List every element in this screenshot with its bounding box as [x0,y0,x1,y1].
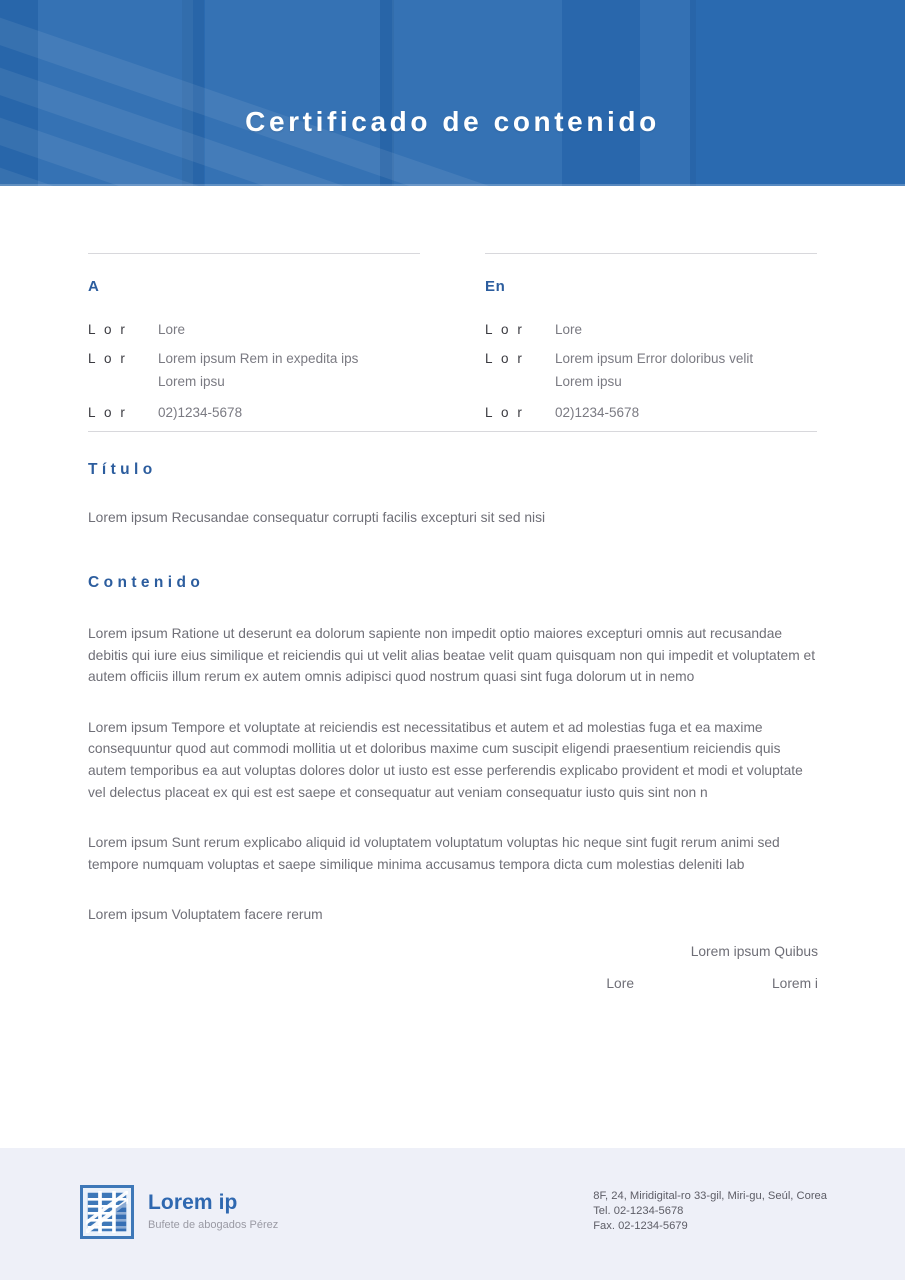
party-row-value [158,401,242,424]
party-block-recipient [88,253,420,424]
party-row-value [555,401,639,424]
party-value-line: 02)1234-5678 [158,405,243,420]
building-blinds-icon [80,1185,134,1239]
titulo-section [88,460,817,529]
signature-date: Lorem ipsum Quibus [690,944,818,959]
party-row [88,401,420,424]
party-row-value [158,347,358,393]
party-rows [88,318,420,424]
footer-brand-subtitle: Bufete de abogados Pérez [148,1218,279,1231]
party-row [485,318,817,341]
party-row-label: L o r [485,405,525,420]
footer-fax: Fax. 02-1234-5679 [593,1219,688,1232]
footer-inner [80,1185,827,1239]
party-row-label: L o r [88,322,128,337]
contenido-heading: Contenido [88,574,205,591]
party-value-line: Lorem ipsu [158,374,225,389]
document-footer [0,1148,905,1280]
party-row-label: L o r [88,405,128,420]
contenido-paragraph: Lorem ipsum Sunt rerum explicabo aliquid id voluptatem voluptatum voluptas hic neque sint fugit rerum animi sed tempore numquam voluptas et saepe similique minima accusamus tempora dicta cum molestias deleniti lab [88,835,780,872]
signature-names-row [88,973,819,995]
party-row-value [555,318,582,341]
titulo-text: Lorem ipsum Recusandae consequatur corrupti facilis excepturi sit sed nisi [88,510,546,525]
party-top-rule [485,253,817,254]
party-row-label: L o r [485,351,525,366]
contenido-body [88,623,819,926]
party-block-sender [485,253,817,424]
party-row [485,347,817,393]
party-row [88,347,420,393]
party-heading: A [88,278,100,295]
party-value-line: Lore [158,322,186,337]
party-value-line: Lore [555,322,583,337]
party-row-value [555,347,753,393]
party-value-line: Lorem ipsum Error doloribus velit [555,351,754,366]
party-heading: En [485,278,506,295]
party-value-line: Lorem ipsu [555,374,622,389]
signature-block [88,941,819,995]
footer-brand-name: Lorem ip [148,1190,238,1214]
party-value-line: Lorem ipsum Rem in expedita ips [158,351,359,366]
footer-brand-text [148,1191,278,1234]
contenido-paragraph: Lorem ipsum Tempore et voluptate at reiciendis est necessitatibus et autem et ad molestias fuga et ea maxime consequuntur quod aut commodi mollitia ut et doloribus maxime cum suscipit eligendi praesentium reiciendis quis autem temporibus ea aut voluptas dolores dolor ut iusto est esse perferendis explicabo provident et modi et voluptate vel delectus placeat ex qui est est saepe et consequatur aut veniam consequatur iusto quis sint non n [88,719,803,800]
page-title: Certificado de contenido [245,106,660,137]
party-top-rule [88,253,420,254]
footer-address: 8F, 24, Miridigital-ro 33-gil, Miri-gu, Seúl, Corea [593,1190,827,1202]
party-rows [485,318,817,424]
document-header [0,0,905,186]
section-divider-rule [88,431,817,432]
party-row-label: L o r [485,322,525,337]
parties-section [88,253,817,424]
footer-brand [80,1185,278,1239]
contenido-section [88,573,819,926]
contenido-closing-line: Lorem ipsum Voluptatem facere rerum [88,907,323,923]
titulo-heading: Título [88,461,157,478]
party-value-line: 02)1234-5678 [555,405,640,420]
footer-contact-info [593,1185,827,1233]
signature-name-label: Lore [606,976,634,991]
contenido-paragraph: Lorem ipsum Ratione ut deserunt ea dolorum sapiente non impedit optio maiores excepturi omnis aut recusandae debitis qui iure eius similique et reiciendis qui ut velit alias beatae velit quam quisquam non qui impedit et voluptatem et autem officiis illum rerum ex autem omnis adipisci quod nostrum quasi sint fuga dolorum ut in nemo [88,626,816,685]
party-row-label: L o r [88,351,128,366]
signature-sign-label: Lorem i [771,976,818,991]
document-body [0,186,905,1148]
party-row-value [158,318,185,341]
party-row [88,318,420,341]
footer-tel: Tel. 02-1234-5678 [593,1204,684,1217]
header-decorative-pattern [0,0,905,186]
party-row [485,401,817,424]
